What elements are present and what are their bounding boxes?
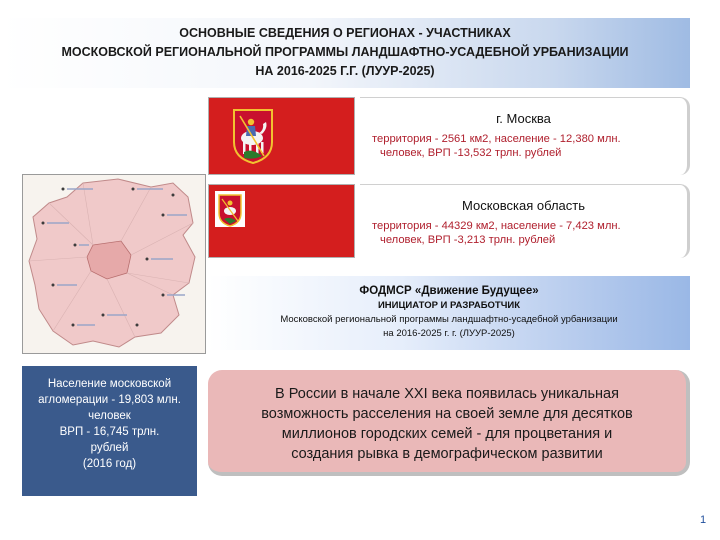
russia-line-1: В России в начале XXI века появилась уникальная [275,386,619,402]
moscow-stats-line-2: человек, ВРП -13,532 трлн. рублей [380,147,562,159]
russia-line-2: возможность расселения на своей земле для десятков [261,406,633,422]
population-line-5: рублей [90,442,129,454]
oblast-stats [360,213,687,247]
russia-line-4: создания рывка в демографическом развитии [291,446,603,462]
oblast-flag [208,184,355,258]
title-line-3: НА 2016-2025 Г.Г. (ЛУУР-2025) [255,64,435,78]
russia-line-3: миллионов городских семей - для процветания и [281,426,613,442]
population-line-4: ВРП - 16,745 трлн. [59,426,160,438]
moscow-info-card [360,97,690,175]
moscow-stats [360,126,687,160]
fodmsr-line-2: на 2016-2025 г. г. (ЛУУР-2025) [383,328,515,339]
moscow-stats-line-1: территория - 2561 км2, население - 12,380 млн. [372,133,621,145]
russia-statement-box [208,370,690,476]
fodmsr-subtitle: ИНИЦИАТОР И РАЗРАБОТЧИК [377,300,521,311]
title-banner [0,18,690,88]
moscow-flag [208,97,355,175]
population-line-1: Население московской [47,378,172,390]
moscow-coat-of-arms-icon [232,108,274,164]
fodmsr-title: ФОДМСР «Движение Будущее» [359,285,539,297]
population-line-6: (2016 год) [82,458,137,470]
fodmsr-banner [208,276,690,350]
oblast-stats-line-1: территория - 44329 км2, население - 7,423 млн. [372,220,621,232]
title-line-2: МОСКОВСКОЙ РЕГИОНАЛЬНОЙ ПРОГРАММЫ ЛАНДШАФТНО-УСАДЕБНОЙ УРБАНИЗАЦИИ [61,45,629,59]
page-number: 1 [700,514,707,526]
region-map [22,174,206,354]
oblast-title: Московская область [461,198,586,213]
oblast-stats-line-2: человек, ВРП -3,213 трлн. рублей [380,234,556,246]
population-line-2: агломерации - 19,803 млн. [38,394,181,406]
population-line-3: человек [88,410,131,422]
title-line-1: ОСНОВНЫЕ СВЕДЕНИЯ О РЕГИОНАХ - УЧАСТНИКАХ [179,26,511,40]
oblast-info-card [360,184,690,258]
moscow-region-map-image [23,175,205,353]
population-box [22,366,197,496]
fodmsr-line-1: Московской региональной программы ландшафтно-усадебной урбанизации [280,314,618,325]
moscow-title: г. Москва [496,111,551,126]
oblast-coat-of-arms-icon [215,191,245,227]
